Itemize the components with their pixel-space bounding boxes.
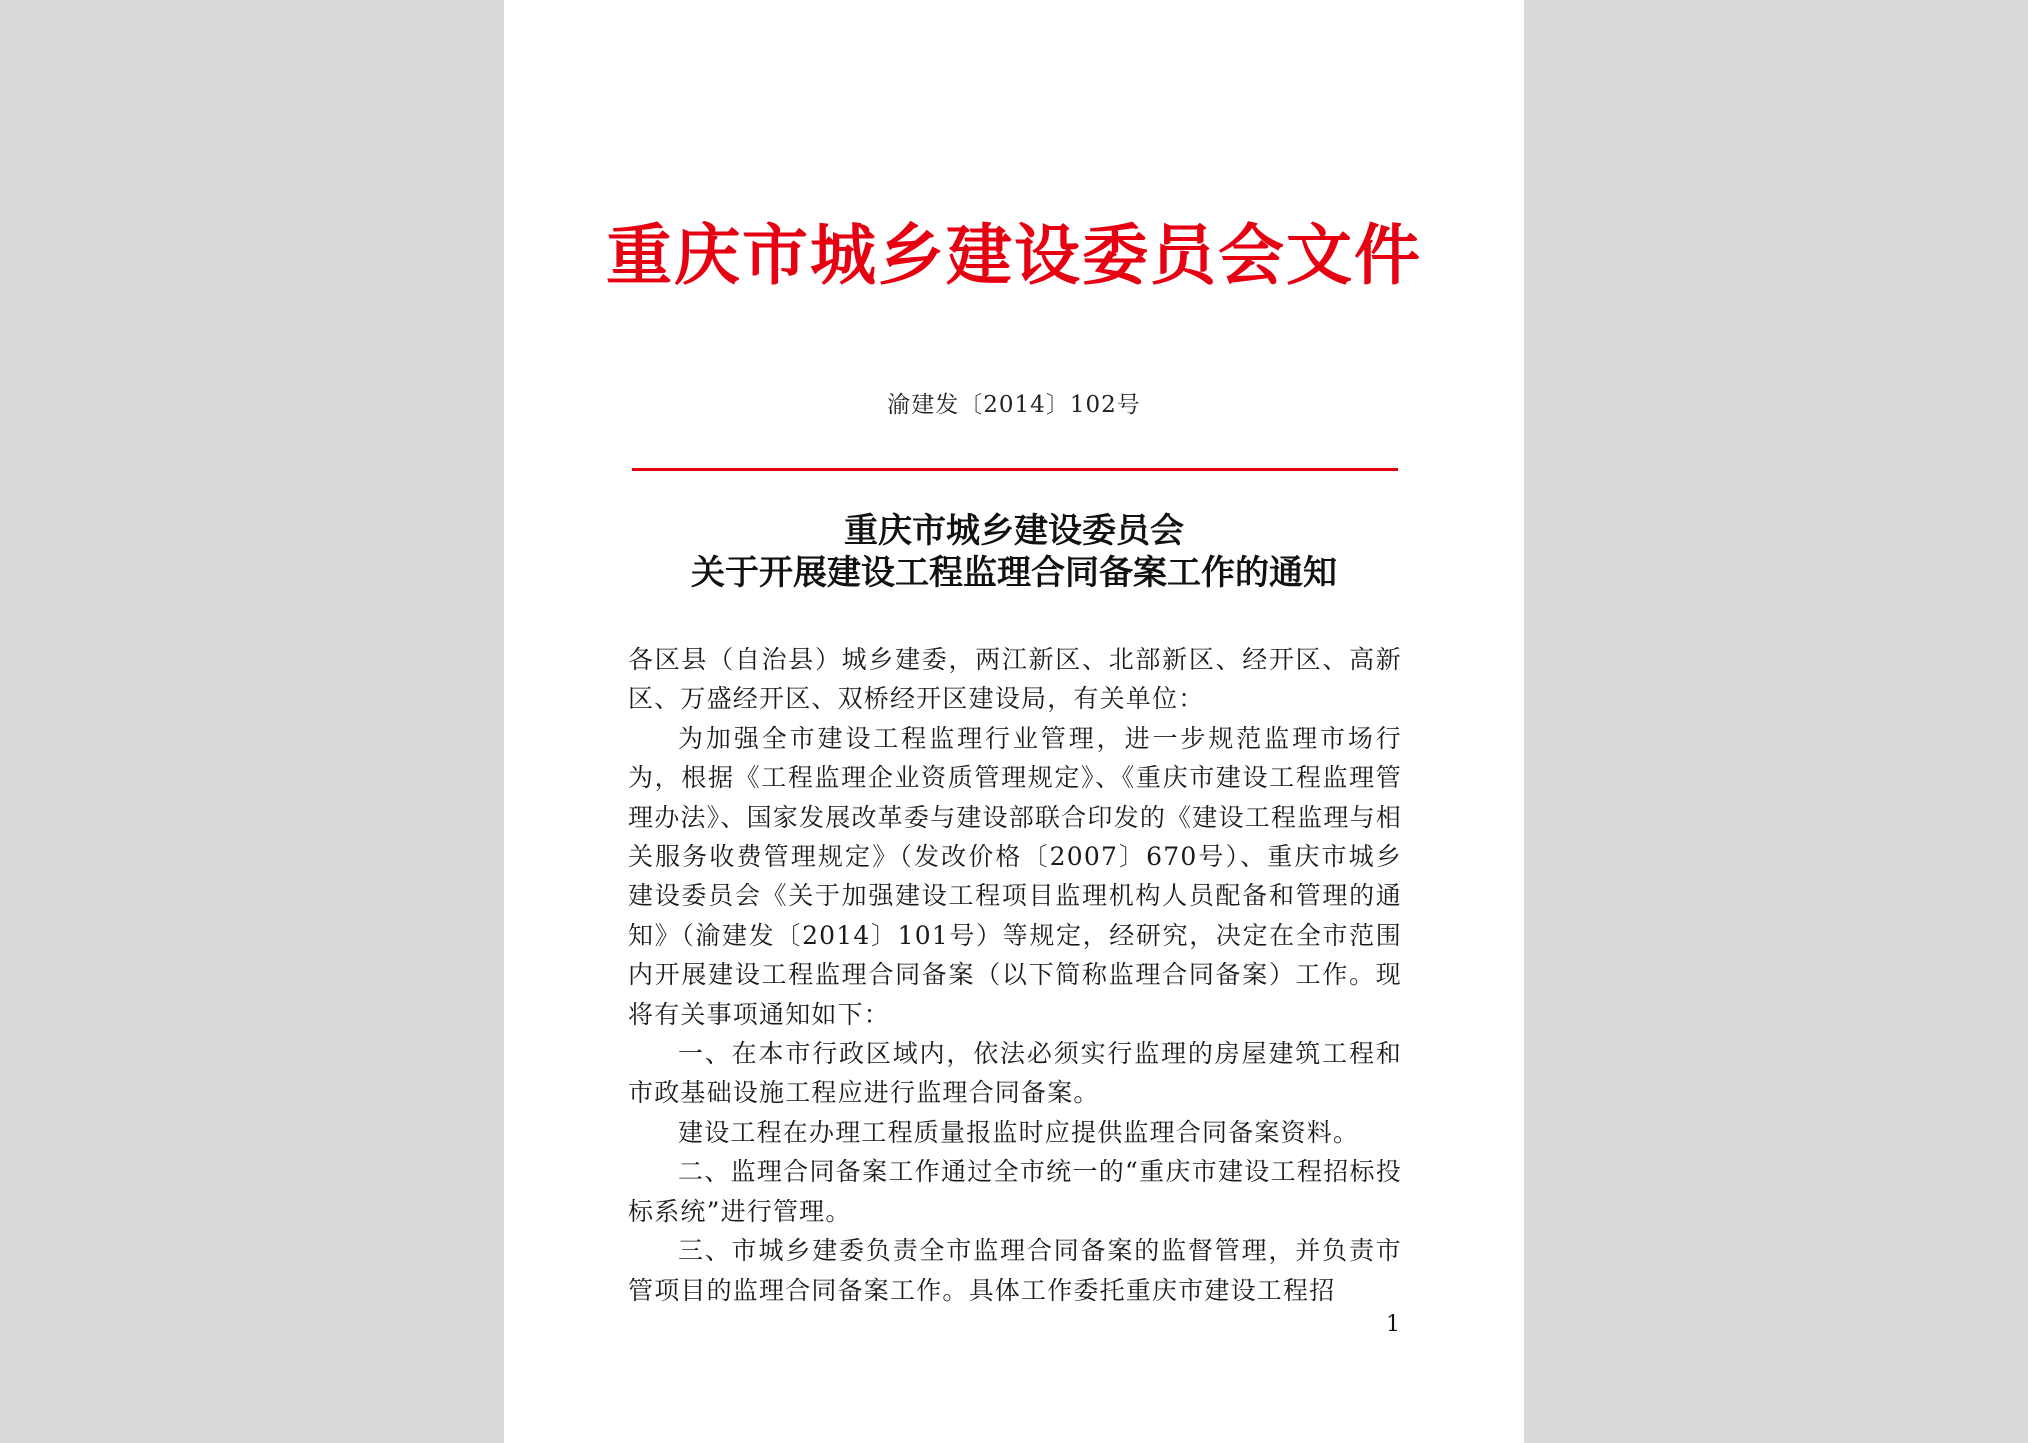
notice-title: [504, 510, 1524, 594]
notice-body: [628, 640, 1402, 1310]
notice-title-line-1: 重庆市城乡建设委员会: [844, 511, 1184, 551]
body-paragraph: 一、在本市行政区域内，依法必须实行监理的房屋建筑工程和市政基础设施工程应进行监理合同备案。: [628, 1039, 1402, 1108]
body-paragraph: 建设工程在办理工程质量报监时应提供监理合同备案资料。: [678, 1117, 1360, 1147]
body-paragraph: 三、市城乡建委负责全市监理合同备案的监督管理，并负责市管项目的监理合同备案工作。具体工作委托重庆市建设工程招: [628, 1236, 1402, 1305]
notice-title-line-2: 关于开展建设工程监理合同备案工作的通知: [691, 553, 1337, 593]
body-paragraph: 为加强全市建设工程监理行业管理，进一步规范监理市场行为，根据《工程监理企业资质管理规定》、《重庆市建设工程监理管理办法》、国家发展改革委与建设部联合印发的《建设工程监理与相关服务收费管理规定》（发改价格〔2007〕670号）、重庆市城乡建设委员会《关于加强建设工程项目监理机构人员配备和管理的通知》（渝建发〔2014〕101号）等规定，经研究，决定在全市范围内开展建设工程监理合同备案（以下简称监理合同备案）工作。现将有关事项通知如下：: [628, 723, 1402, 1029]
red-divider-line: [632, 468, 1398, 471]
agency-header-title: 重庆市城乡建设委员会文件: [606, 216, 1422, 294]
document-page: [504, 0, 1524, 1443]
salutation: 各区县（自治县）城乡建委，两江新区、北部新区、经开区、高新区、万盛经开区、双桥经开区建设局，有关单位：: [628, 645, 1402, 714]
body-paragraph: 二、监理合同备案工作通过全市统一的“重庆市建设工程招标投标系统”进行管理。: [628, 1157, 1402, 1226]
document-number: 渝建发〔2014〕102号: [887, 392, 1141, 418]
page-number: 1: [1386, 1312, 1400, 1337]
